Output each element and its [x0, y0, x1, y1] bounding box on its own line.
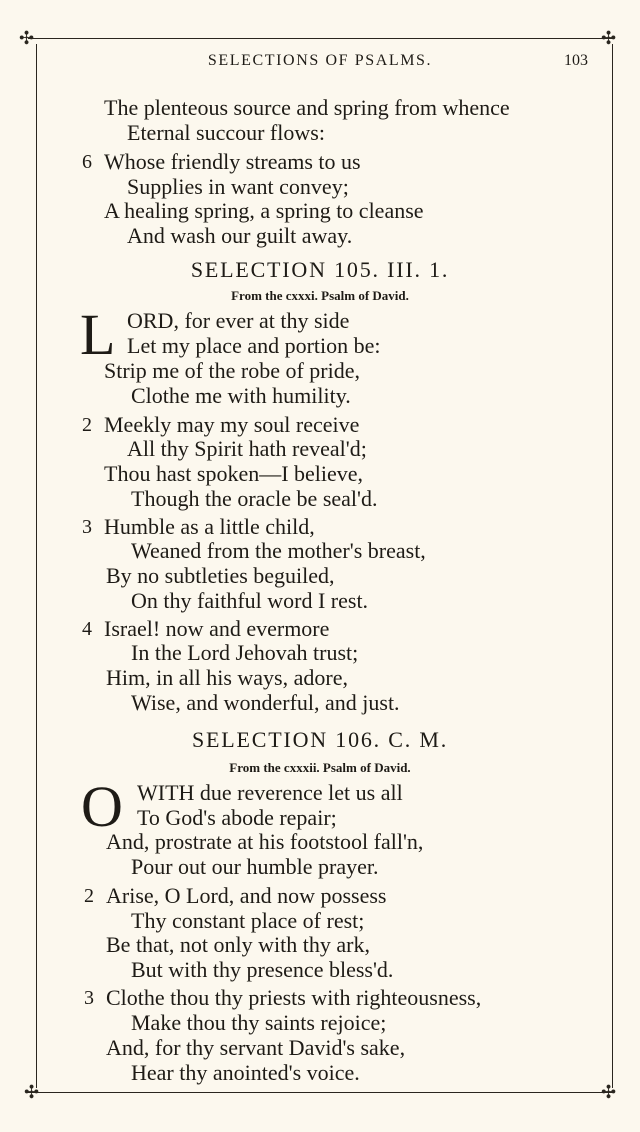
selection-105-dropcap: L	[80, 302, 116, 367]
hymn-line: Whose friendly streams to us	[104, 149, 361, 174]
selection-105-heading: SELECTION 105. III. 1.	[190, 257, 450, 282]
hymn-line: All thy Spirit hath reveal'd;	[127, 436, 367, 461]
hymn-line: Wise, and wonderful, and just.	[131, 690, 400, 715]
hymn-line: Supplies in want convey;	[127, 174, 349, 199]
hymn-line: Weaned from the mother's breast,	[131, 538, 426, 563]
selection-106-dropcap: O	[81, 774, 123, 839]
running-title: SELECTIONS OF PSALMS.	[207, 52, 433, 69]
hymn-line: And wash our guilt away.	[127, 223, 353, 248]
corner-ornament-top-left: ✣	[19, 28, 35, 49]
hymn-line: Let my place and portion be:	[127, 333, 381, 358]
hymn-line: And, for thy servant David's sake,	[106, 1035, 406, 1060]
hymn-line: Though the oracle be seal'd.	[131, 486, 378, 511]
left-rule	[36, 44, 37, 1088]
hymn-line: ORD, for ever at thy side	[127, 308, 350, 333]
hymn-line: The plenteous source and spring from whence	[104, 95, 510, 120]
corner-ornament-top-right: ✣	[601, 28, 617, 49]
hymn-line: To God's abode repair;	[137, 805, 337, 830]
hymn-line: By no subtleties beguiled,	[106, 563, 335, 588]
hymn-line: Make thou thy saints rejoice;	[131, 1010, 387, 1035]
hymn-line: Hear thy anointed's voice.	[131, 1060, 360, 1085]
verse-number: 2	[84, 885, 94, 907]
corner-ornament-bottom-left: ✣	[24, 1082, 40, 1103]
hymn-line: Be that, not only with thy ark,	[106, 932, 370, 957]
hymn-line: Strip me of the robe of pride,	[104, 358, 360, 383]
verse-number: 4	[82, 618, 92, 640]
hymn-line: Meekly may my soul receive	[104, 412, 360, 437]
hymn-line: On thy faithful word I rest.	[131, 588, 369, 613]
hymn-line: But with thy presence bless'd.	[131, 957, 394, 982]
verse-number: 3	[84, 987, 94, 1009]
verse-number: 2	[82, 414, 92, 436]
hymn-line: WITH due reverence let us all	[137, 780, 403, 805]
hymn-line: Eternal succour flows:	[127, 120, 325, 145]
hymn-line: Arise, O Lord, and now possess	[106, 883, 387, 908]
hymn-line: Pour out our humble prayer.	[131, 854, 379, 879]
hymn-line: A healing spring, a spring to cleanse	[104, 198, 424, 223]
page-number: 103	[564, 52, 588, 69]
verse-number: 6	[82, 151, 92, 173]
verse-number: 3	[82, 516, 92, 538]
right-rule	[612, 44, 613, 1088]
hymn-line: Israel! now and evermore	[104, 616, 330, 641]
hymn-line: And, prostrate at his footstool fall'n,	[106, 829, 424, 854]
hymn-line: Him, in all his ways, adore,	[106, 665, 348, 690]
hymn-line: In the Lord Jehovah trust;	[131, 640, 359, 665]
hymn-line: Humble as a little child,	[104, 514, 315, 539]
selection-106-heading: SELECTION 106. C. M.	[192, 727, 448, 752]
corner-ornament-bottom-right: ✣	[601, 1082, 617, 1103]
hymn-line: Clothe me with humility.	[131, 383, 351, 408]
hymn-line: Thy constant place of rest;	[131, 908, 365, 933]
hymn-line: Thou hast spoken—I believe,	[104, 461, 364, 486]
bottom-rule	[28, 1092, 612, 1093]
hymn-line: Clothe thou thy priests with righteousness,	[106, 985, 482, 1010]
selection-105-source: From the cxxxi. Psalm of David.	[231, 288, 409, 303]
selection-106-source: From the cxxxii. Psalm of David.	[229, 760, 411, 775]
top-rule	[28, 38, 612, 39]
